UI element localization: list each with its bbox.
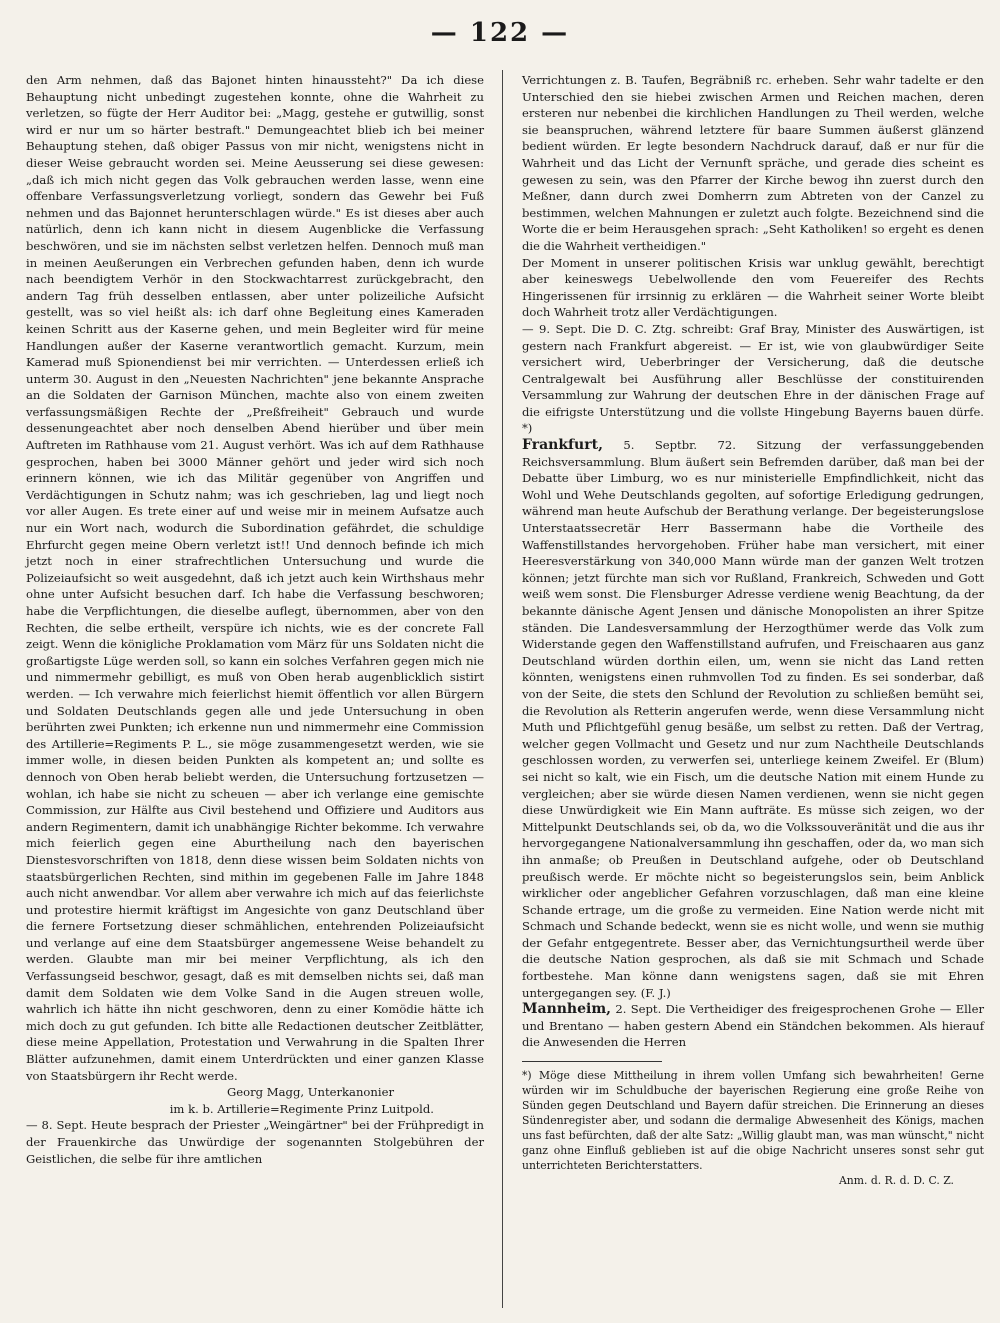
signature-name: Georg Magg, Unterkanonier: [226, 1085, 394, 1100]
page-number: — 122 —: [430, 18, 570, 48]
left-closing-paragraph: — 8. Sept. Heute besprach der Priester „Weingärtner" bei der Frühpredigt in der Frauenkirche das Unwürdige der sogenannten Stolgebühren der Geistlichen, die selbe für ihre amtlichen: [26, 1118, 484, 1166]
right-paragraph-3: — 9. Sept. Die D. C. Ztg. schreibt: Graf Bray, Minister des Auswärtigen, ist gestern nach Frankfurt abgereist. — Er ist, wie von glaubwürdiger Seite versichert wird, Ueberbringer der Versicherung, daß die deutsche Centralgewalt bei Ausführung aller Beschlüsse der constituirenden Versammlung zur Wahrung der deutschen Ehre in der dänischen Frage auf die eifrigste Unterstützung und die vollste Hingebung Bayerns bauen dürfe. *): [522, 321, 984, 436]
mannheim-article: [522, 1001, 984, 1051]
frankfurt-article: [522, 437, 984, 1001]
right-column: [522, 72, 984, 1188]
frankfurt-signature: (F. J.): [640, 985, 671, 1000]
footnote-signature: Anm. d. R. d. D. C. Z.: [838, 1174, 954, 1188]
mannheim-text: 2. Sept. Die Vertheidiger des freigesprochenen Grohe — Eller und Brentano — haben gestern Abend ein Ständchen bekommen. Als hierauf die Anwesenden die Herren: [522, 1002, 984, 1050]
signature-unit: im k. b. Artillerie=Regimente Prinz Luitpold.: [169, 1101, 434, 1116]
column-divider: [502, 70, 503, 1308]
frankfurt-dateline: Frankfurt,: [522, 437, 603, 454]
frankfurt-text: 5. Septbr. 72. Sitzung der verfassunggebenden Reichsversammlung. Blum äußert sein Befremden darüber, daß man bei der Debatte über Limburg, wo es nur ministerielle Empfindlichkeit, nicht das Wohl und Wehe Deutschlands gegolten, auf sofortige Erledigung gedrungen, während man heute Aufschub der Berathung verlange. Der begeisterungslose Unterstaatssecretär Herr Bassermann habe die Vortheile des Waffenstillstandes hervorgehoben. Früher habe man versichert, mit einer Heeresverstärkung von 340,000 Mann würde man der ganzen Welt trotzen können; jetzt fürchte man sich vor Rußland, Frankreich, Schweden und Gott weiß wem sonst. Die Flensburger Adresse verdiene wenig Beachtung, da der bekannte dänische Agent Jensen und dänische Monopolisten an ihrer Spitze ständen. Die Landesversammlung der Herzogthümer werde das Volk zum Widerstande gegen den Waffenstillstand aufrufen, und Freischaaren aus ganz Deutschland würden dorthin eilen, um, wenn sie nicht das Land retten könnten, wenigstens einen ruhmvollen Tod zu finden. Es sei sonderbar, daß von der Seite, die stets den Schlund der Revolution zu schließen bemüht sei, die Revolution als Retterin angerufen werde, wenn diese Versammlung nicht Muth und Pflichtgefühl genug besäße, um selbst zu retten. Daß der Vertrag, welcher gegen Vollmacht und Gesetz und nur zum Nachtheile Deutschlands geschlossen worden, zu verwerfen sei, unterliege keinem Zweifel. Er (Blum) sei nicht so kalt, wie ein Fisch, um die deutsche Nation mit einem Hunde zu vergleichen; aber sie würde diesen Namen verdienen, wenn sie nicht gegen diese Unwürdigkeit wie Ein Mann aufträte. Es müsse sich zeigen, wo der Mittelpunkt Deutschlands sei, ob da, wo die Volkssouveränität und die aus ihr hervorgegangene Nationalversammlung ihn geschaffen, oder da, wo man sich ihn anmaße; ob Preußen in Deutschland aufgehe, oder ob Deutschland preußisch werde. Er möchte nicht so begeisterungslos sein, beim Anblick wirklicher oder angeblicher Gefahren vorzuschlagen, daß man eine kleine Schande ertrage, um die große zu vermeiden. Eine Nation werde nicht mit Schmach und Schande bedeckt, wenn sie es nicht wolle, und wenn sie muthig der Gefahr entgegentrete. Besser aber, das Vernichtungsurtheil werde über die deutsche Nation gesprochen, als daß sie mit Schmach und Schade fortbestehe. Man könne dann wenigstens sagen, daß sie mit Ehren untergegangen sey.: [522, 438, 984, 1000]
right-paragraph-1: Verrichtungen z. B. Taufen, Begräbniß rc. erheben. Sehr wahr tadelte er den Unterschied den sie hiebei zwischen Armen und Reichen machen, deren ersteren nur nebenbei die kirchlichen Handlungen zu Theil werden, welche sie beanspruchen, während letztere für baare Summen äußerst glänzend bedient würden. Er legte besondern Nachdruck darauf, daß er nur für die Wahrheit und das Licht der Vernunft spräche, und gerade dies scheint es gewesen zu sein, was den Pfarrer der Kirche bewog ihn zuerst durch den Meßner, dann durch zwei Domherrn zum Abtreten von der Canzel zu bestimmen, welchen Mahnungen er zuletzt auch folgte. Bezeichnend sind die Worte die er beim Herausgehen sprach: „Seht Katholiken! so ergeht es denen die die Wahrheit vertheidigen.": [522, 73, 984, 253]
footnote: *) Möge diese Mittheilung in ihrem vollen Umfang sich bewahrheiten! Gerne würden wir im Schuldbuche der bayerischen Regierung eine große Reihe von Sünden gegen Deutschland und Bayern dafür streichen. Die Erinnerung an dieses Sündenregister aber, und sodann die dermalige Abwesenheit des Königs, machen uns fast befürchten, daß der alte Satz: „Willig glaubt man, was man wünscht," nicht ganz ohne Einfluß geblieben ist auf die obige Nachricht unseres sonst sehr gut unterrichteten Berichterstatters.: [522, 1069, 984, 1173]
footnote-rule: [522, 1061, 662, 1062]
right-paragraph-2: Der Moment in unserer politischen Krisis war unklug gewählt, berechtigt aber keineswegs Uebelwollende den vom Feuereifer des Rechts Hingerissenen für irrsinnig zu erklären — die Wahrheit seiner Worte bleibt doch Wahrheit trotz aller Verdächtigungen.: [522, 255, 984, 320]
left-column: [26, 72, 484, 1167]
left-article-body: den Arm nehmen, daß das Bajonet hinten hinaussteht?" Da ich diese Behauptung nicht unbedingt zugestehen konnte, ohne die Wahrheit zu verletzen, so fügte der Herr Auditor bei: „Magg, gestehe er gutwillig, sonst wird er nur um so härter bestraft." Demungeachtet blieb ich bei meiner Behauptung stehen, daß obiger Passus von mir nicht, wenigstens nicht in dieser Weise gebraucht worden sei. Meine Aeusserung sei diese gewesen: „daß ich mich nicht gegen das Volk gebrauchen werden lasse, wenn eine offenbare Verfassungsverletzung vorliegt, sondern das Gewehr bei Fuß nehmen und das Bajonnet herunterschlagen würde." Es ist dieses aber auch natürlich, denn ich kann nicht in diesem Augenblicke die Verfassung beschwören, und sie im nächsten selbst verletzen helfen. Dennoch muß man in meinen Aeußerungen ein Verbrechen gefunden haben, denn ich wurde nach beendigtem Verhör in den Stockwachtarrest zurückgebracht, den andern Tag früh desselben entlassen, aber unter polizeiliche Aufsicht gestellt, was so viel heißt als: ich darf ohne Begleitung eines Kameraden keinen Schritt aus der Kaserne gehen, und mein Begleiter wird für meine Handlungen außer der Kaserne verantwortlich gemacht. Kurzum, mein Kamerad muß Spionendienst bei mir verrichten. — Unterdessen erließ ich unterm 30. August in den „Neuesten Nachrichten" jene bekannte Ansprache an die Soldaten der Garnison München, machte also von einem zweiten verfassungsmäßigen Rechte der „Preßfreiheit" Gebrauch und wurde dessenungeachtet aber noch denselben Abend hierüber und über mein Auftreten im Rathhause vom 21. August verhört. Was ich auf dem Rathhause gesprochen, haben bei 3000 Männer gehört und jeder wird sich noch erinnern können, wie ich das Militär gegenüber von Angriffen und Verdächtigungen in Schutz nahm; was ich geschrieben, lag und liegt noch vor aller Augen. Es trete einer auf und weise mir in meinem Aufsatze auch nur ein Wort nach, wodurch die Subordination gefährdet, die schuldige Ehrfurcht gegen meine Obern verletzt ist!! Und dennoch befinde ich mich jetzt noch in einer strafrechtlichen Untersuchung und wurde die Polizeiaufsicht so weit ausgedehnt, daß ich jetzt auch kein Wirthshaus mehr ohne unter Aufsicht besuchen darf. Ich habe die Verfassung beschworen; habe die Verpflichtungen, die dieselbe auflegt, übernommen, aber von den Rechten, die selbe ertheilt, verspüre ich nichts, wie es der concrete Fall zeigt. Wenn die königliche Proklamation vom März für uns Soldaten nicht die großartigste Lüge werden soll, so kann ein solches Verfahren gegen mich nie und nimmermehr gebilligt, es muß von Oben herab augenblicklich sistirt werden. — Ich verwahre mich feierlichst hiemit öffentlich vor allen Bürgern und Soldaten Deutschlands gegen alle und jede Untersuchung in oben berührten zwei Punkten; ich erkenne nun und nimmermehr eine Commission des Artillerie=Regiments P. L., sie möge zusammengesetzt werden, wie sie immer wolle, in diesen beiden Punkten als kompetent an; und sollte es dennoch von Oben herab beliebt werden, die Untersuchung fortzusetzen — wohlan, ich habe sie nicht zu scheuen — aber ich verlange eine gemischte Commission, zur Hälfte aus Civil bestehend und Offiziere und Auditors aus andern Regimentern, damit ich unabhängige Richter bekomme. Ich verwahre mich feierlich gegen eine Aburtheilung nach den bayerischen Dienstesvorschriften von 1818, denn diese wissen beim Soldaten nichts von staatsbürgerlichen Rechten, sind mithin im gegebenen Falle im Jahre 1848 auch nicht anwendbar. Vor allem aber verwahre ich mich auf das feierlichste und protestire hiermit kräftigst im Angesichte von ganz Deutschland über die fernere Fortsetzung dieser schmählichen, entehrenden Polizeiaufsicht und verlange auf eine dem Staatsbürger angemessene Weise behandelt zu werden. Glaubte man mir bei meiner Verpflichtung, als ich den Verfassungseid beschwor, gesagt, daß es mit demselben nichts sei, daß man damit dem Soldaten wie dem Volke Sand in die Augen streuen wolle, wahrlich ich hätte ihn nicht geschworen, denn zu einer Komödie hätte ich mich doch zu gut gefunden. Ich bitte alle Redactionen deutscher Zeitblätter, diese meine Appellation, Protestation und Verwahrung in die Spalten Ihrer Blätter aufzunehmen, damit einem Unterdrückten und einer ganzen Klasse von Staatsbürgern ihr Recht werde.: [26, 73, 484, 1083]
mannheim-dateline: Mannheim,: [522, 1001, 612, 1018]
